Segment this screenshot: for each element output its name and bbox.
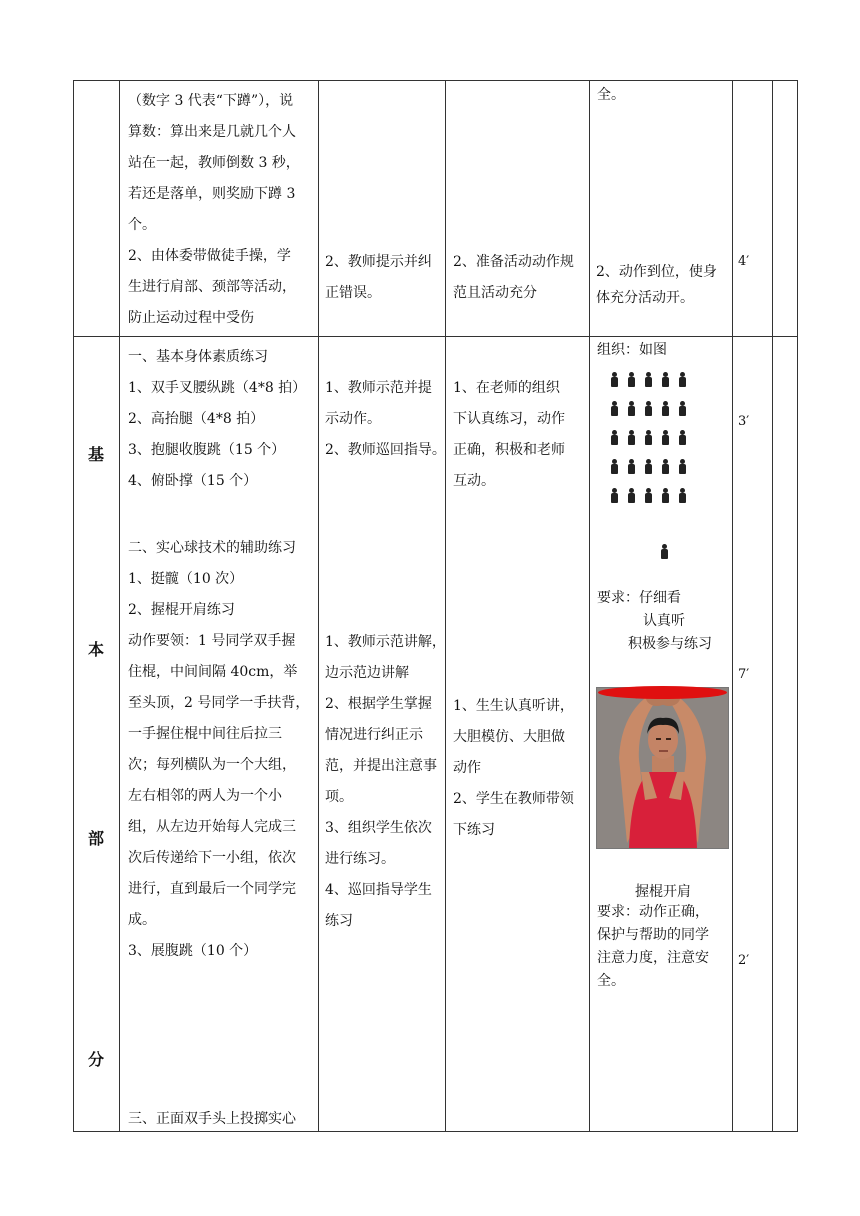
text-line: 情况进行纠正示	[325, 727, 423, 743]
text-line: 住棍，中间间隔 40cm，举	[128, 664, 298, 680]
text-line: 正错误。	[325, 285, 381, 301]
text-line: 2、教师提示并纠	[325, 254, 432, 270]
col-line	[797, 80, 798, 1132]
text-line: 次；每列横队为一个大组，	[128, 757, 296, 773]
text-line: 认真听	[643, 613, 685, 629]
student-figure-icon	[644, 459, 654, 475]
section-char: 部	[87, 829, 104, 848]
col-line	[772, 80, 773, 1132]
text-line: 一手握住棍中间往后拉三	[128, 726, 282, 742]
text-line: 2、教师巡回指导。	[325, 442, 446, 458]
text-line: 正确，积极和老师	[453, 442, 565, 458]
student-figure-icon	[661, 372, 671, 388]
student-figure-icon	[610, 488, 620, 504]
text-line: 2、学生在教师带领	[453, 791, 574, 807]
stick-shoulder-stretch-photo	[596, 687, 729, 849]
text-line: 站在一起，教师倒数 3 秒，	[128, 155, 300, 171]
student-figure-icon	[644, 372, 654, 388]
text-line: 进行练习。	[325, 851, 395, 867]
text-line: 边示范边讲解	[325, 665, 409, 681]
student-figure-icon	[661, 430, 671, 446]
text-line: 2、由体委带做徒手操，学	[128, 248, 291, 264]
text-line: 注意力度，注意安	[597, 950, 709, 966]
student-figure-icon	[610, 401, 620, 417]
text-line: 2、根据学生掌握	[325, 696, 432, 712]
text-line: 动作	[453, 760, 481, 776]
student-figure-icon	[661, 488, 671, 504]
row1-org-top: 全。	[597, 87, 625, 103]
row2-minutes: 2′	[738, 953, 750, 968]
text-line: 生进行肩部、颈部等活动，	[128, 279, 296, 295]
row1-teacher	[325, 247, 432, 309]
row2-minutes: 3′	[738, 414, 750, 429]
section-char: 分	[87, 1050, 104, 1069]
text-line: 一、基本身体素质练习	[128, 349, 268, 365]
student-figure-icon	[678, 372, 688, 388]
col-line	[589, 80, 590, 1132]
text-line: 下认真练习，动作	[453, 411, 565, 427]
student-figure-icon	[644, 430, 654, 446]
student-figure-icon	[678, 430, 688, 446]
formation-row	[610, 372, 688, 388]
text-line: 若还是落单，则奖励下蹲 3	[128, 186, 296, 202]
student-figure-icon	[678, 401, 688, 417]
org-title: 组织：如图	[597, 342, 667, 358]
text-line: 算数：算出来是几就几个人	[128, 124, 296, 140]
row2-content-b	[128, 533, 309, 967]
text-line: 2、准备活动动作规	[453, 254, 574, 270]
row2-student-b	[453, 691, 574, 846]
student-figure-icon	[661, 401, 671, 417]
formation-row	[610, 430, 688, 446]
text-line: 1、挺髋（10 次）	[128, 571, 244, 587]
text-line: 项。	[325, 789, 353, 805]
text-line: 3、抱腿收腹跳（15 个）	[128, 442, 286, 458]
text-line: 1、教师示范讲解，	[325, 634, 446, 650]
formation-row	[610, 401, 688, 417]
row1-content	[128, 86, 300, 334]
student-figure-icon	[644, 401, 654, 417]
table-border-top	[73, 80, 797, 81]
text-line: 示动作。	[325, 411, 381, 427]
text-line: 要求：仔细看	[597, 590, 681, 606]
col-line	[73, 80, 74, 1132]
text-line: 大胆模仿、大胆做	[453, 729, 565, 745]
student-figure-icon	[661, 459, 671, 475]
text-line: 成。	[128, 912, 156, 928]
text-line: 1、生生认真听讲，	[453, 698, 574, 714]
teacher-figure-icon	[660, 544, 670, 560]
student-figure-icon	[627, 430, 637, 446]
row2-teacher-a	[325, 373, 446, 466]
red-stick	[598, 686, 727, 699]
row2-content-c: 三、正面双手头上投掷实心	[128, 1111, 296, 1127]
row2-content-a	[128, 342, 306, 497]
formation-row	[610, 488, 688, 504]
text-line: 下练习	[453, 822, 495, 838]
text-line: 至头顶，2 号同学一手扶背，	[128, 695, 310, 711]
text-line: 次后传递给下一小组，依次	[128, 850, 296, 866]
athlete-illustration	[597, 688, 728, 848]
student-figure-icon	[627, 459, 637, 475]
text-line: 左右相邻的两人为一个小	[128, 788, 282, 804]
text-line: 个。	[128, 217, 156, 233]
text-line: 3、展腹跳（10 个）	[128, 943, 258, 959]
row2-teacher-b	[325, 627, 446, 937]
text-line: 2、高抬腿（4*8 拍）	[128, 411, 265, 427]
text-line: 2、握棍开肩练习	[128, 602, 235, 618]
col-line	[119, 80, 120, 1132]
student-figure-icon	[610, 430, 620, 446]
text-line: 互动。	[453, 473, 495, 489]
text-line: 全。	[597, 973, 625, 989]
text-line: 练习	[325, 913, 353, 929]
col-line	[445, 80, 446, 1132]
text-line: 体充分活动开。	[596, 290, 694, 306]
text-line: 范，并提出注意事	[325, 758, 437, 774]
text-line: 2、动作到位，使身	[596, 264, 717, 280]
row1-organization	[596, 259, 717, 311]
text-line: 组，从左边开始每人完成三	[128, 819, 296, 835]
text-line: 1、在老师的组织	[453, 380, 560, 396]
text-line: 1、教师示范并提	[325, 380, 432, 396]
student-figure-icon	[627, 401, 637, 417]
text-line: 保护与帮助的同学	[597, 927, 709, 943]
student-figure-icon	[610, 372, 620, 388]
col-line	[318, 80, 319, 1132]
student-figure-icon	[678, 488, 688, 504]
formation-diagram	[610, 372, 688, 517]
section-char: 基	[87, 445, 104, 464]
text-line: 进行，直到最后一个同学完	[128, 881, 296, 897]
text-line: 3、组织学生依次	[325, 820, 432, 836]
row2-student-a	[453, 373, 565, 497]
text-line: 4、巡回指导学生	[325, 882, 432, 898]
text-line: 1、双手叉腰纵跳（4*8 拍）	[128, 380, 307, 396]
row1-minutes: 4′	[738, 254, 750, 269]
row1-student	[453, 247, 574, 309]
text-line: 积极参与练习	[628, 636, 712, 652]
text-line: 防止运动过程中受伤	[128, 310, 254, 326]
row2-minutes: 7′	[738, 667, 750, 682]
formation-row	[610, 459, 688, 475]
col-line	[732, 80, 733, 1132]
requirement-1	[597, 587, 712, 656]
text-line: （数字 3 代表“下蹲”），说	[128, 93, 294, 109]
student-figure-icon	[678, 459, 688, 475]
photo-caption: 握棍开肩	[635, 884, 691, 900]
text-line: 要求：动作正确，	[597, 904, 709, 920]
student-figure-icon	[627, 372, 637, 388]
text-line: 二、实心球技术的辅助练习	[128, 540, 296, 556]
text-line: 4、俯卧撑（15 个）	[128, 473, 258, 489]
text-line: 动作要领：1 号同学双手握	[128, 633, 296, 649]
student-figure-icon	[627, 488, 637, 504]
student-figure-icon	[610, 459, 620, 475]
row-divider	[73, 336, 797, 337]
student-figure-icon	[644, 488, 654, 504]
requirement-2	[597, 901, 709, 993]
section-char: 本	[87, 640, 104, 659]
text-line: 范且活动充分	[453, 285, 537, 301]
